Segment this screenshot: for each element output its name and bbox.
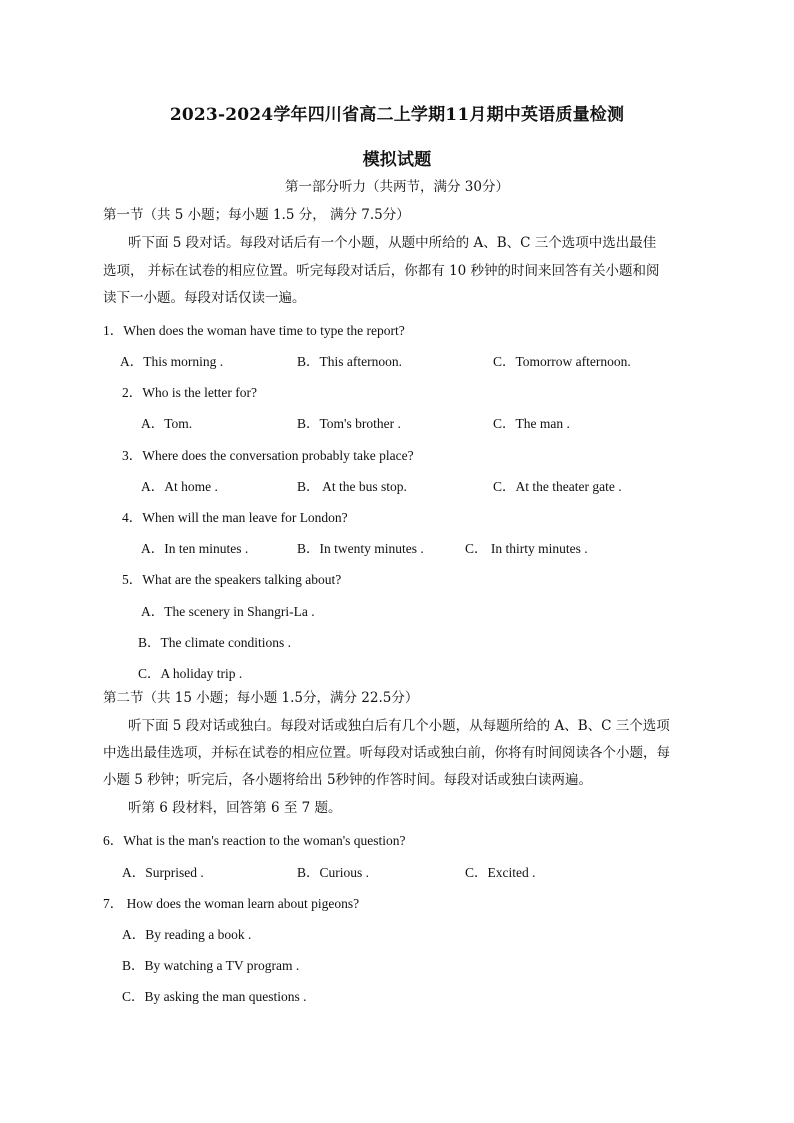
option-b: B．In twenty minutes . bbox=[297, 541, 424, 556]
option-c: C．The man . bbox=[493, 416, 570, 431]
option-b: B．Tom's brother . bbox=[297, 416, 401, 431]
section2-heading: 第二节（共 15 小题；每小题 1.5分，满分 22.5分） bbox=[103, 690, 419, 706]
option-a: A．Tom. bbox=[141, 416, 193, 431]
question-4: 4．When will the man leave for London? bbox=[122, 510, 348, 525]
section2-instruction-line: 小题 5 秒钟；听完后，各小题将给出 5秒钟的作答时间。每段对话或独白读两遍。 bbox=[103, 772, 593, 788]
option-a: A．By reading a book . bbox=[122, 927, 252, 942]
material-note: 听第 6 段材料，回答第 6 至 7 题。 bbox=[128, 800, 342, 816]
section1-heading: 第一节（共 5 小题；每小题 1.5 分， 满分 7.5分） bbox=[103, 207, 410, 223]
section2-instruction-line: 听下面 5 段对话或独白。每段对话或独白后有几个小题，从每题所给的 A、B、C 三个选项 bbox=[128, 718, 670, 734]
section1-instruction-line: 读下一小题。每段对话仅读一遍。 bbox=[103, 290, 306, 306]
exam-title-line2: 模拟试题 bbox=[362, 150, 432, 170]
section2-instruction-line: 中选出最佳选项，并标在试卷的相应位置。听每段对话或独白前，你将有时间阅读各个小题，每 bbox=[103, 745, 670, 761]
section1-instruction-line: 选项， 并标在试卷的相应位置。听完每段对话后，你都有 10 秒钟的时间来回答有关小题和阅 bbox=[103, 263, 660, 279]
part1-heading: 第一部分听力（共两节，满分 30分） bbox=[285, 179, 509, 195]
option-a: A．This morning . bbox=[120, 354, 224, 369]
question-2: 2．Who is the letter for? bbox=[122, 385, 257, 400]
section1-instruction-line: 听下面 5 段对话。每段对话后有一个小题，从题中所给的 A、B、C 三个选项中选出最佳 bbox=[128, 235, 657, 251]
question-7: 7． How does the woman learn about pigeons? bbox=[103, 896, 360, 911]
question-6: 6．What is the man's reaction to the woman's question? bbox=[103, 833, 406, 848]
option-a: A．In ten minutes . bbox=[141, 541, 249, 556]
question-1: 1．When does the woman have time to type the report? bbox=[103, 323, 405, 338]
option-c: C．Tomorrow afternoon. bbox=[493, 354, 631, 369]
option-a: A．At home . bbox=[141, 479, 218, 494]
exam-title-line1: 2023-2024学年四川省高二上学期11月期中英语质量检测 bbox=[169, 105, 625, 125]
option-c: C． In thirty minutes . bbox=[465, 541, 588, 556]
option-c: C．Excited . bbox=[465, 865, 536, 880]
option-c: C．At the theater gate . bbox=[493, 479, 622, 494]
option-a: A．Surprised . bbox=[122, 865, 204, 880]
option-b: B．The climate conditions . bbox=[138, 635, 291, 650]
option-b: B．This afternoon. bbox=[297, 354, 402, 369]
option-b: B．Curious . bbox=[297, 865, 370, 880]
question-3: 3．Where does the conversation probably take place? bbox=[122, 448, 414, 463]
option-c: C．A holiday trip . bbox=[138, 666, 243, 681]
option-b: B． At the bus stop. bbox=[297, 479, 407, 494]
option-a: A．The scenery in Shangri-La . bbox=[141, 604, 315, 619]
question-5: 5．What are the speakers talking about? bbox=[122, 572, 342, 587]
option-c: C．By asking the man questions . bbox=[122, 989, 307, 1004]
option-b: B．By watching a TV program . bbox=[122, 958, 300, 973]
